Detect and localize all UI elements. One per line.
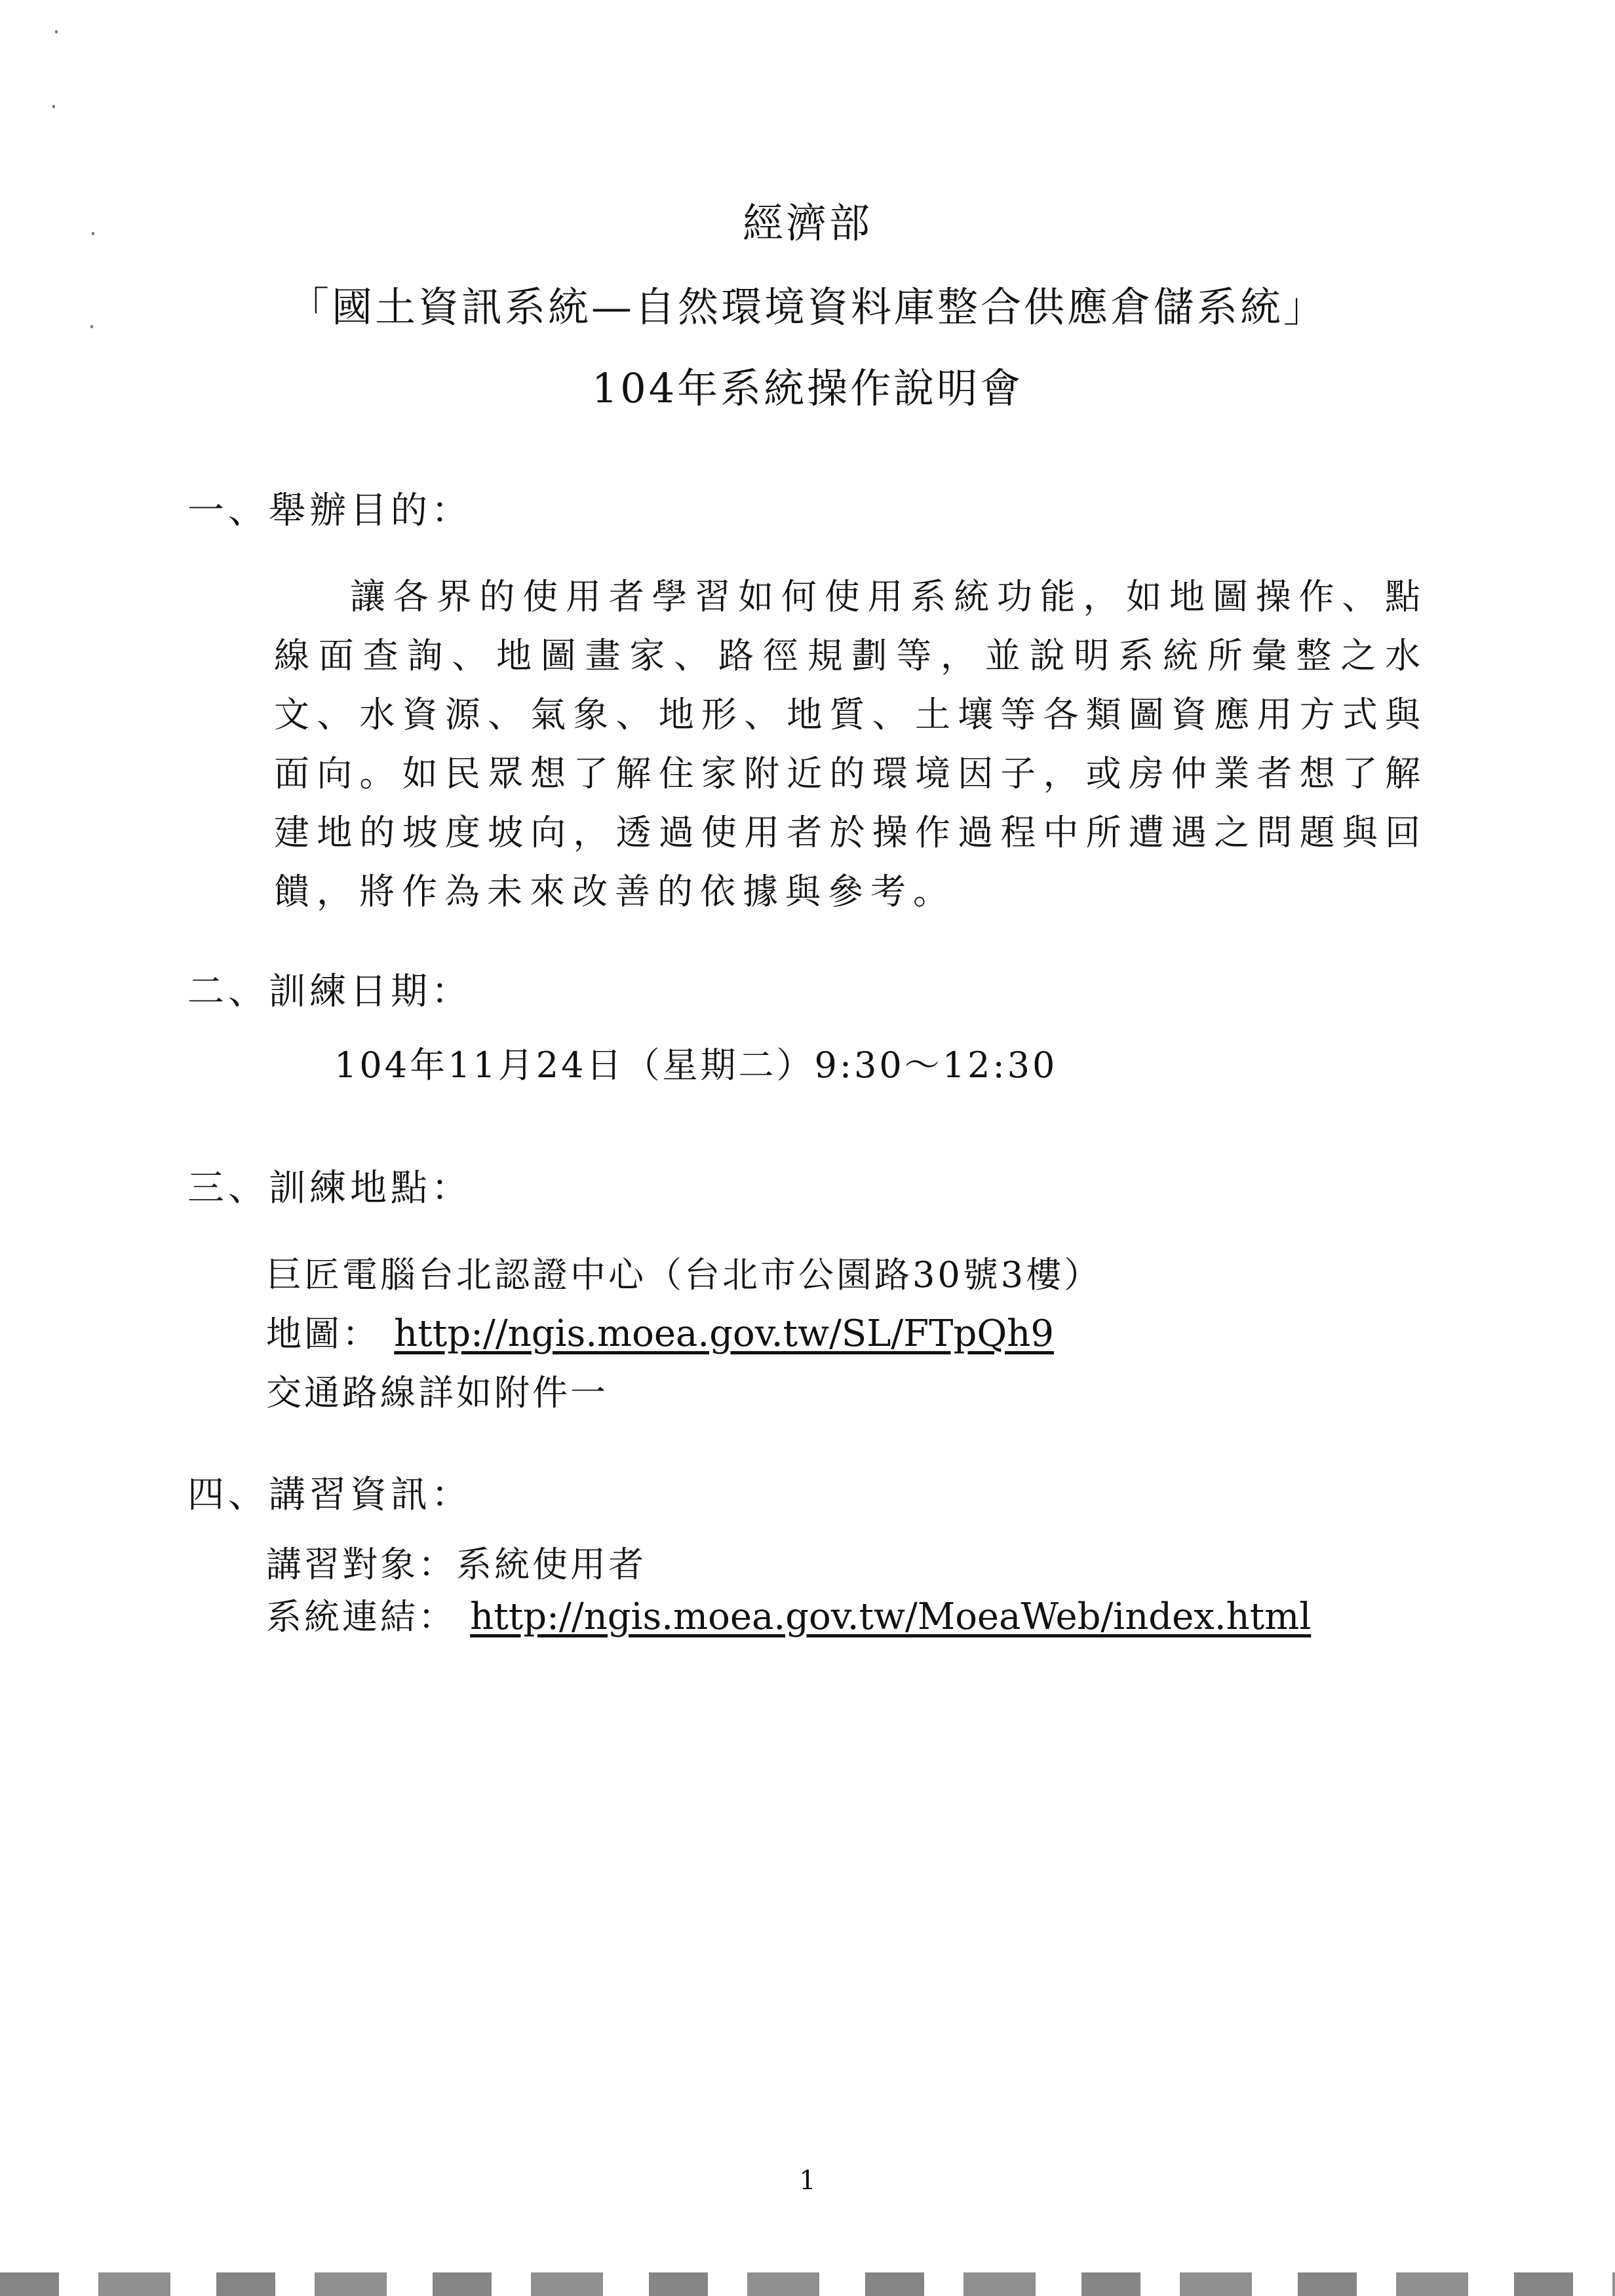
- map-label: 地圖：: [266, 1313, 380, 1354]
- section-heading-purpose: 一、舉辦目的：: [187, 489, 472, 532]
- section-heading-date: 二、訓練日期：: [187, 970, 472, 1013]
- target-audience: 講習對象：系統使用者: [266, 1544, 646, 1585]
- system-link-label: 系統連結：: [266, 1596, 456, 1637]
- purpose-paragraph: 讓各界的使用者學習如何使用系統功能，如地圖操作、點線面查詢、地圖畫家、路徑規劃等，並說明系統所彙整之水文、水資源、氣象、地形、地質、土壤等各類圖資應用方式與面向。如民眾想了解住家附近的環境因子，或房仲業者想了解建地的坡度坡向，透過使用者於操作過程中所遭遇之問題與回饋，將作為未來改善的依據與參考。: [274, 576, 1428, 912]
- scan-edge-artifact: [0, 2272, 1615, 2296]
- page-number: 1: [799, 2166, 816, 2196]
- event-title: 104年系統操作說明會: [591, 364, 1024, 412]
- map-link[interactable]: http://ngis.moea.gov.tw/SL/FTpQh9: [394, 1312, 1054, 1355]
- organization-title: 經濟部: [742, 199, 872, 247]
- system-link[interactable]: http://ngis.moea.gov.tw/MoeaWeb/index.html: [470, 1596, 1312, 1638]
- transport-note: 交通路線詳如附件一: [266, 1372, 608, 1413]
- training-date: 104年11月24日（星期二）9:30～12:30: [334, 1044, 1058, 1086]
- scan-speck: [52, 105, 55, 108]
- system-link-row: [266, 1591, 1311, 1643]
- section-heading-info: 四、講習資訊：: [187, 1474, 472, 1516]
- system-title: 「國土資訊系統—自然環境資料庫整合供應倉儲系統」: [288, 283, 1327, 331]
- venue-address: 巨匠電腦台北認證中心（台北市公園路30號3樓）: [266, 1254, 1102, 1295]
- map-row: [266, 1308, 1054, 1360]
- scan-speck: [55, 30, 58, 33]
- section-heading-location: 三、訓練地點：: [187, 1167, 472, 1210]
